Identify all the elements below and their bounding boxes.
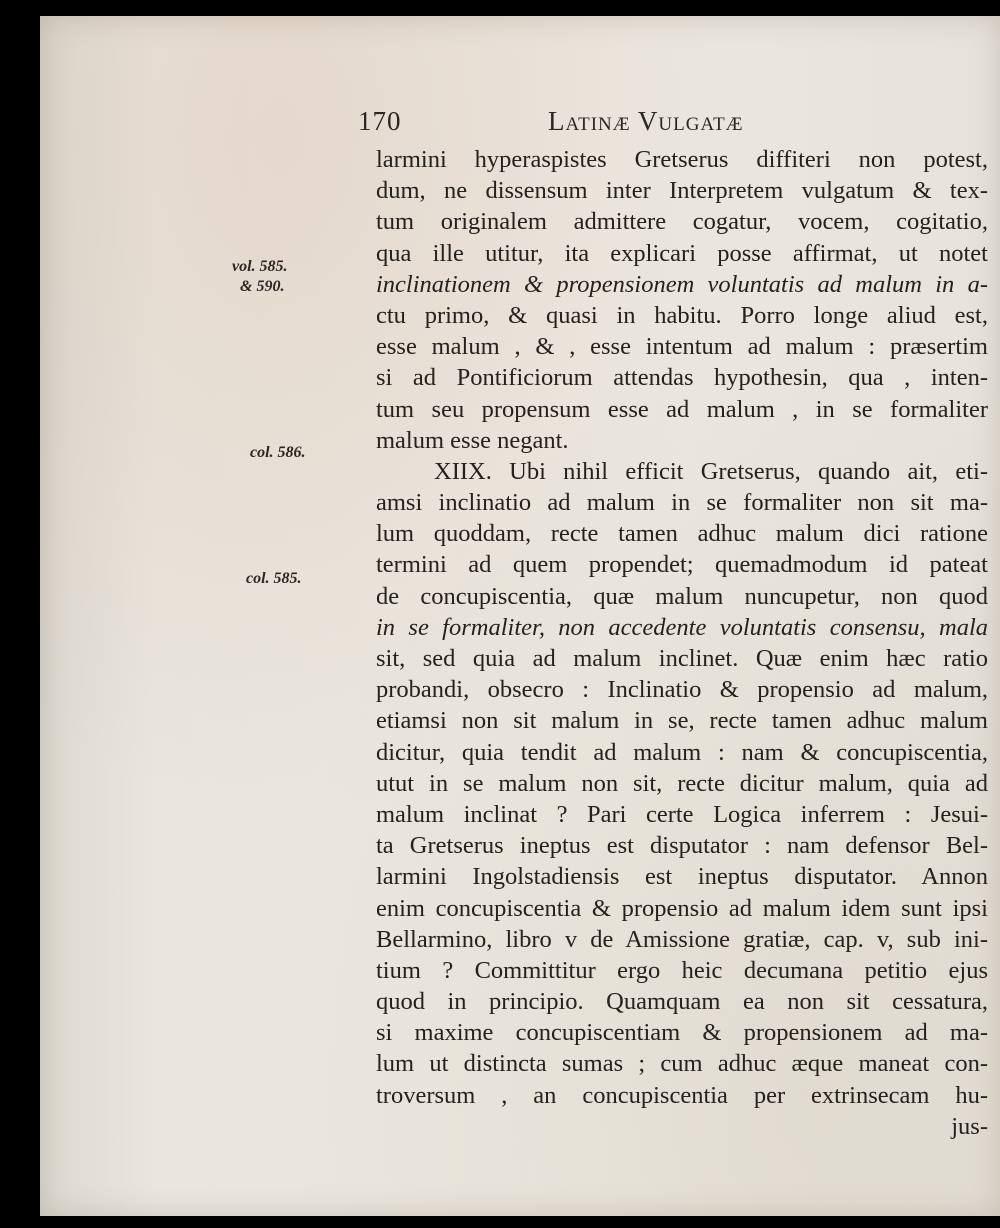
text-line: lum quoddam, recte tamen adhuc malum dici ratione: [376, 520, 988, 548]
text-line: esse malum , & , esse intentum ad malum : præsertim: [376, 333, 988, 361]
text-line: larmini hyperaspistes Gretserus diffiteri non potest,: [376, 146, 988, 173]
text-line: lum ut distincta sumas ; cum adhuc æque maneat con-: [376, 1050, 988, 1078]
text-line: tum seu propensum esse ad malum , in se formaliter: [376, 395, 988, 423]
text-line: si ad Pontificiorum attendas hypothesin, qua , inten-: [376, 364, 988, 392]
catchword: jus-: [951, 1112, 988, 1140]
text-line: tium ? Committitur ergo heic decumana petitio ejus: [376, 956, 988, 984]
running-title: Latinæ Vulgatæ: [548, 106, 744, 136]
book-page: [40, 16, 1000, 1216]
text-line: etiamsi non sit malum in se, recte tamen adhuc malum: [376, 707, 988, 735]
text-line: malum esse negant.: [376, 426, 569, 454]
text-line: sit, sed quia ad malum inclinet. Quæ enim hæc ratio: [376, 645, 988, 672]
text-line: dum, ne dissensum inter Interpretem vulgatum & tex-: [376, 177, 988, 205]
margin-note: col. 585.: [246, 570, 302, 587]
text-line: qua ille utitur, ita explicari posse affirmat, ut notet: [376, 239, 988, 267]
page-number: 170: [358, 106, 402, 136]
text-line: larmini Ingolstadiensis est ineptus disputator. Annon: [376, 863, 988, 891]
text-line: termini ad quem propendet; quemadmodum id pateat: [376, 551, 988, 579]
margin-note: col. 586.: [250, 444, 306, 461]
page-header: [358, 106, 818, 140]
text-line: utut in se malum non sit, recte dicitur malum, quia ad: [376, 769, 988, 797]
text-line: malum inclinat ? Pari certe Logica inferrem : Jesui-: [376, 800, 988, 828]
text-line: ctu primo, & quasi in habitu. Porro longe aliud est,: [376, 301, 988, 329]
text-line: dicitur, quia tendit ad malum : nam & concupiscentia,: [376, 738, 988, 766]
text-line: in se formaliter, non accedente voluntatis consensu, mala: [376, 613, 988, 641]
text-line: XIIX. Ubi nihil efficit Gretserus, quando ait, eti-: [434, 457, 988, 485]
text-line: ta Gretserus ineptus est disputator : nam defensor Bel-: [376, 832, 988, 860]
margin-note: & 590.: [240, 278, 285, 295]
text-line: quod in principio. Quamquam ea non sit cessatura,: [376, 988, 988, 1016]
text-line: si maxime concupiscentiam & propensionem ad ma-: [376, 1019, 988, 1047]
text-line: de concupiscentia, quæ malum nuncupetur, non quod: [376, 582, 988, 610]
text-line: amsi inclinatio ad malum in se formaliter non sit ma-: [376, 489, 988, 517]
body-text: [376, 144, 988, 1142]
margin-note: vol. 585.: [232, 258, 288, 275]
text-line: enim concupiscentia & propensio ad malum idem sunt ipsi: [376, 894, 988, 922]
text-line: troversum , an concupiscentia per extrinsecam hu-: [376, 1081, 988, 1109]
text-line: tum originalem admittere cogatur, vocem, cogitatio,: [376, 208, 988, 236]
text-line: Bellarmino, libro v de Amissione gratiæ, cap. v, sub ini-: [376, 925, 988, 953]
text-line: inclinationem & propensionem voluntatis ad malum in a-: [376, 270, 988, 298]
text-line: probandi, obsecro : Inclinatio & propensio ad malum,: [376, 676, 988, 704]
